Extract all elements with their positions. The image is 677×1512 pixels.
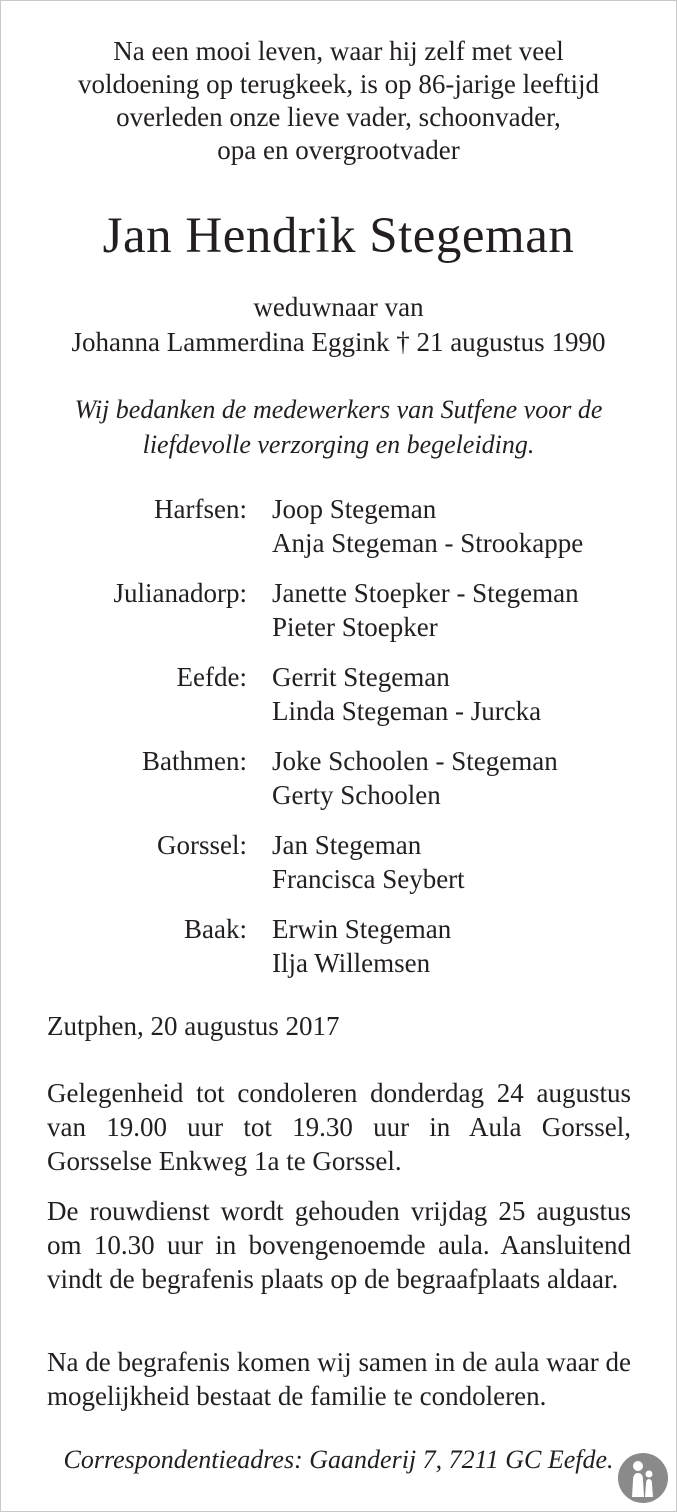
family-list (1, 492, 677, 996)
service-paragraph: De rouwdienst wordt gehouden vrijdag 25 augustus om 10.30 uur in bovengenoemde aula. Aansluitend vindt de begrafenis plaats op de begraafplaats aldaar. (47, 1196, 631, 1294)
thanks-line: Wij bedanken de medewerkers van Sutfene voor de (74, 395, 603, 424)
family-place: Bathmen: (142, 746, 247, 776)
intro-text (1, 35, 676, 167)
place-date: Zutphen, 20 augustus 2017 (47, 1011, 340, 1041)
family-row (1, 660, 677, 744)
family-names (272, 576, 579, 644)
deceased-name: Jan Hendrik Stegeman (102, 208, 575, 264)
family-row (1, 828, 677, 912)
family-place: Harfsen: (154, 494, 247, 524)
family-member: Joop Stegeman (272, 494, 437, 524)
intro-line: Na een mooi leven, waar hij zelf met veel (113, 36, 564, 66)
family-member: Janette Stoepker - Stegeman (272, 578, 579, 608)
family-row (1, 744, 677, 828)
widower-block (1, 290, 676, 360)
mourning-figure-icon (617, 1452, 669, 1504)
intro-line: opa en overgrootvader (217, 135, 460, 165)
spouse-name: Johanna Lammerdina Eggink † 21 augustus 1990 (71, 327, 606, 357)
family-row (1, 492, 677, 576)
intro-line: voldoening op terugkeek, is op 86-jarige leeftijd (77, 69, 600, 99)
widower-label: weduwnaar van (253, 292, 424, 322)
thanks-line: liefdevolle verzorging en begeleiding. (142, 430, 535, 459)
family-place: Eefde: (176, 662, 247, 692)
family-place: Baak: (184, 914, 247, 944)
family-names (272, 744, 558, 812)
family-member: Linda Stegeman - Jurcka (272, 696, 542, 726)
family-member: Joke Schoolen - Stegeman (272, 746, 558, 776)
family-place: Gorssel: (157, 830, 247, 860)
condolence-paragraph: Gelegenheid tot condoleren donderdag 24 augustus van 19.00 uur tot 19.30 uur in Aula Gorssel, Gorsselse Enkweg 1a te Gorssel. (47, 1078, 631, 1176)
family-names (272, 492, 583, 560)
family-place: Julianadorp: (113, 578, 247, 608)
family-member: Gerty Schoolen (272, 780, 441, 810)
correspondence-address: Correspondentieadres: Gaanderij 7, 7211 GC Eefde. (63, 1445, 614, 1474)
family-member: Gerrit Stegeman (272, 662, 450, 692)
family-names (272, 912, 451, 980)
family-row (1, 576, 677, 660)
family-row (1, 912, 677, 996)
family-member: Erwin Stegeman (272, 914, 452, 944)
gathering-paragraph: Na de begrafenis komen wij samen in de aula waar de mogelijkheid bestaat de familie te condoleren. (47, 1347, 631, 1411)
thanks-text (1, 392, 676, 462)
family-member: Anja Stegeman - Strookappe (272, 528, 584, 558)
family-member: Pieter Stoepker (272, 612, 438, 642)
family-names (272, 828, 465, 896)
intro-line: overleden onze lieve vader, schoonvader, (116, 102, 561, 132)
family-member: Ilja Willemsen (272, 948, 431, 978)
family-member: Francisca Seybert (272, 864, 465, 894)
family-member: Jan Stegeman (272, 830, 422, 860)
family-names (272, 660, 541, 728)
